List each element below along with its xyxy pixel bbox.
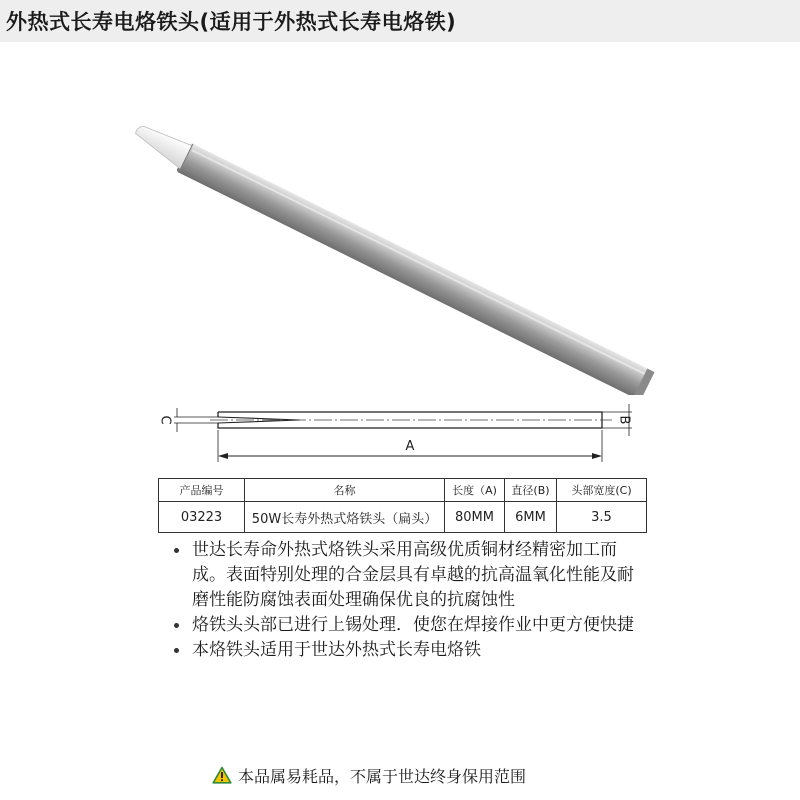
header-length: 长度（A): [445, 479, 505, 502]
table-row: [159, 502, 647, 533]
cell-diameter: 6MM: [505, 502, 557, 533]
label-b: B: [616, 415, 632, 425]
warning-icon: [212, 766, 232, 784]
header-diameter: 直径(B): [505, 479, 557, 502]
cell-length: 80MM: [445, 502, 505, 533]
notice-text: 本品属易耗品，不属于世达终身保用范围: [238, 766, 527, 786]
header-name: 名称: [245, 479, 445, 502]
consumable-notice: [212, 764, 526, 786]
page-title: 外热式长寿电烙铁头(适用于外热式长寿电烙铁): [6, 10, 457, 34]
title-bar: [0, 0, 800, 42]
header-product-code: 产品编号: [159, 479, 245, 502]
cell-tip-width: 3.5: [557, 502, 647, 533]
header-tip-width: 头部宽度(C): [557, 479, 647, 502]
spec-table: [158, 478, 647, 533]
cell-product-code: 03223: [159, 502, 245, 533]
cell-name: 50W长寿外热式烙铁头（扁头）: [245, 502, 445, 533]
dimension-diagram: [150, 390, 650, 470]
label-c: C: [157, 415, 173, 425]
list-item: 世达长寿命外热式烙铁头采用高级优质铜材经精密加工而成。表面特别处理的合金层具有卓越的抗高温氧化性能及耐磨性能防腐蚀表面处理确保优良的抗腐蚀性: [170, 538, 650, 613]
description-list: [170, 538, 650, 663]
table-header-row: [159, 479, 647, 502]
label-a: A: [405, 439, 415, 454]
soldering-tip-image: [130, 95, 680, 395]
list-item: 本烙铁头适用于世达外热式长寿电烙铁: [170, 638, 650, 663]
list-item: 烙铁头头部已进行上锡处理．使您在焊接作业中更方便快捷: [170, 613, 650, 638]
